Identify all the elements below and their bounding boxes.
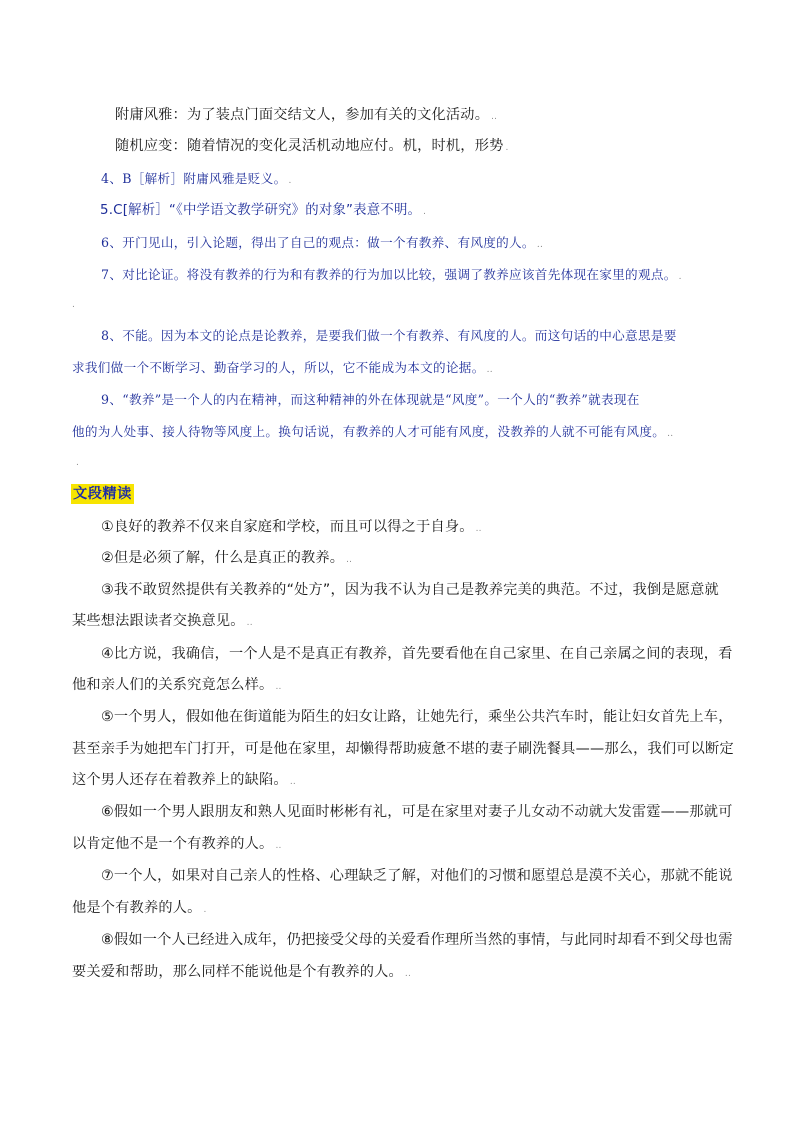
paragraph-mark: . <box>505 143 509 153</box>
answer-text: 5.C[解析］“《中学语文教学研究》的对象”表意不明。 <box>100 203 422 218</box>
answer-8-line-2 <box>72 357 493 376</box>
empty-line-mark: . <box>76 458 79 468</box>
paragraph-mark: .. <box>486 365 493 375</box>
paragraph-4-line-1 <box>101 643 733 663</box>
paragraph-7-line-1 <box>101 865 733 885</box>
paragraph-5-line-2 <box>72 738 734 758</box>
answer-8-line-1 <box>101 325 677 344</box>
paragraph-mark: .. <box>346 555 353 565</box>
paragraph-mark: .. <box>289 777 296 787</box>
paragraph-mark: .. <box>404 969 412 979</box>
paragraph-mark: .. <box>246 618 253 628</box>
paragraph-1 <box>101 516 482 536</box>
paragraph-mark: .. <box>536 240 544 250</box>
paragraph-7-line-2 <box>72 897 207 917</box>
empty-line-mark: . <box>72 300 75 310</box>
paragraph-4-line-2 <box>72 674 282 694</box>
paragraph-6-line-2 <box>72 833 282 853</box>
paragraph-text: ⑧假如一个人已经进入成年，仍把接受父母的关爱看作理所当然的事情，与此同时却看不到父母也需 <box>101 932 733 948</box>
paragraph-8-line-1 <box>101 929 733 949</box>
paragraph-text: 以肯定他不是一个有教养的人。 <box>72 836 274 852</box>
paragraph-5-line-1 <box>101 706 733 726</box>
answer-6 <box>101 232 543 251</box>
paragraph-text: ③我不敢贸然提供有关教养的“处方”，因为我不认为自己是教养完美的典范。不过，我倒是愿意就 <box>101 582 719 598</box>
paragraph-text: 某些想法跟读者交换意见。 <box>72 613 245 629</box>
paragraph-mark: . <box>288 176 292 186</box>
paragraph-mark: .. <box>491 112 498 122</box>
paragraph-mark: . <box>203 905 207 915</box>
paragraph-mark: .. <box>275 682 282 692</box>
vocab-line-suijiyingbian <box>115 135 509 155</box>
answer-text: 求我们做一个不断学习、勤奋学习的人，所以，它不能成为本文的论据。 <box>72 360 485 375</box>
answer-text: 7、对比论证。将没有教养的行为和有教养的行为加以比较，强调了教养应该首先体现在家里的观点。 <box>101 267 677 282</box>
paragraph-text: 这个男人还存在着教养上的缺陷。 <box>72 772 288 788</box>
paragraph-6-line-1 <box>101 801 733 821</box>
paragraph-5-line-3 <box>72 769 296 789</box>
vocab-line-fuyongfengya <box>115 104 497 124</box>
paragraph-mark: . <box>678 272 682 282</box>
paragraph-text: ①良好的教养不仅来自家庭和学校，而且可以得之于自身。 <box>101 519 474 535</box>
paragraph-8-line-2 <box>72 961 411 981</box>
paragraph-mark: . <box>423 207 427 217</box>
paragraph-mark: .. <box>667 429 674 439</box>
section-heading: 文段精读 <box>73 486 132 502</box>
paragraph-3-line-2 <box>72 610 253 630</box>
answer-text: 8、不能。因为本文的论点是论教养，是要我们做一个有教养、有风度的人。而这句话的中心意思是要 <box>101 328 677 343</box>
answer-7 <box>101 264 682 283</box>
paragraph-mark: .. <box>275 841 282 851</box>
vocab-text: 随机应变：随着情况的变化灵活机动地应付。机，时机，形势 <box>115 138 504 154</box>
paragraph-text: ⑥假如一个男人跟朋友和熟人见面时彬彬有礼，可是在家里对妻子儿女动不动就大发雷霆——那就可 <box>101 804 733 820</box>
answer-9-line-1 <box>101 389 640 408</box>
paragraph-text: ⑦一个人，如果对自己亲人的性格、心理缺乏了解，对他们的习惯和愿望总是漠不关心，那就不能说 <box>101 868 733 884</box>
answer-9-line-2 <box>72 421 673 440</box>
answer-text: 6、开门见山，引入论题，得出了自己的观点：做一个有教养、有风度的人。 <box>101 235 535 250</box>
paragraph-text: 他是个有教养的人。 <box>72 900 202 916</box>
answer-4 <box>101 168 292 187</box>
vocab-text: 附庸风雅：为了装点门面交结文人，参加有关的文化活动。 <box>115 107 490 123</box>
paragraph-text: ④比方说，我确信，一个人是不是真正有教养，首先要看他在自己家里、在自己亲属之间的表现，看 <box>101 646 733 662</box>
paragraph-text: 甚至亲手为她把车门打开，可是他在家里，却懒得帮助疲惫不堪的妻子刷洗餐具——那么，我们可以断定 <box>72 741 734 757</box>
answer-text: 4、B［解析］附庸风雅是贬义。 <box>101 171 287 186</box>
answer-text: 他的为人处事、接人待物等风度上。换句话说，有教养的人才可能有风度，没教养的人就不可能有风度。 <box>72 424 666 439</box>
answer-text: 9、“教养”是一个人的内在精神，而这种精神的外在体现就是“风度”。一个人的“教养”就表现在 <box>101 392 640 407</box>
paragraph-text: 他和亲人们的关系究竟怎么样。 <box>72 677 274 693</box>
paragraph-mark: .. <box>475 524 482 534</box>
paragraph-text: ⑤一个男人，假如他在街道能为陌生的妇女让路，让她先行，乘坐公共汽车时，能让妇女首先上车， <box>101 709 733 725</box>
paragraph-text: ②但是必须了解，什么是真正的教养。 <box>101 550 345 566</box>
paragraph-text: 要关爱和帮助，那么同样不能说他是个有教养的人。 <box>72 964 403 980</box>
paragraph-3-line-1 <box>101 579 719 599</box>
paragraph-2 <box>101 547 352 567</box>
answer-5 <box>100 199 426 218</box>
